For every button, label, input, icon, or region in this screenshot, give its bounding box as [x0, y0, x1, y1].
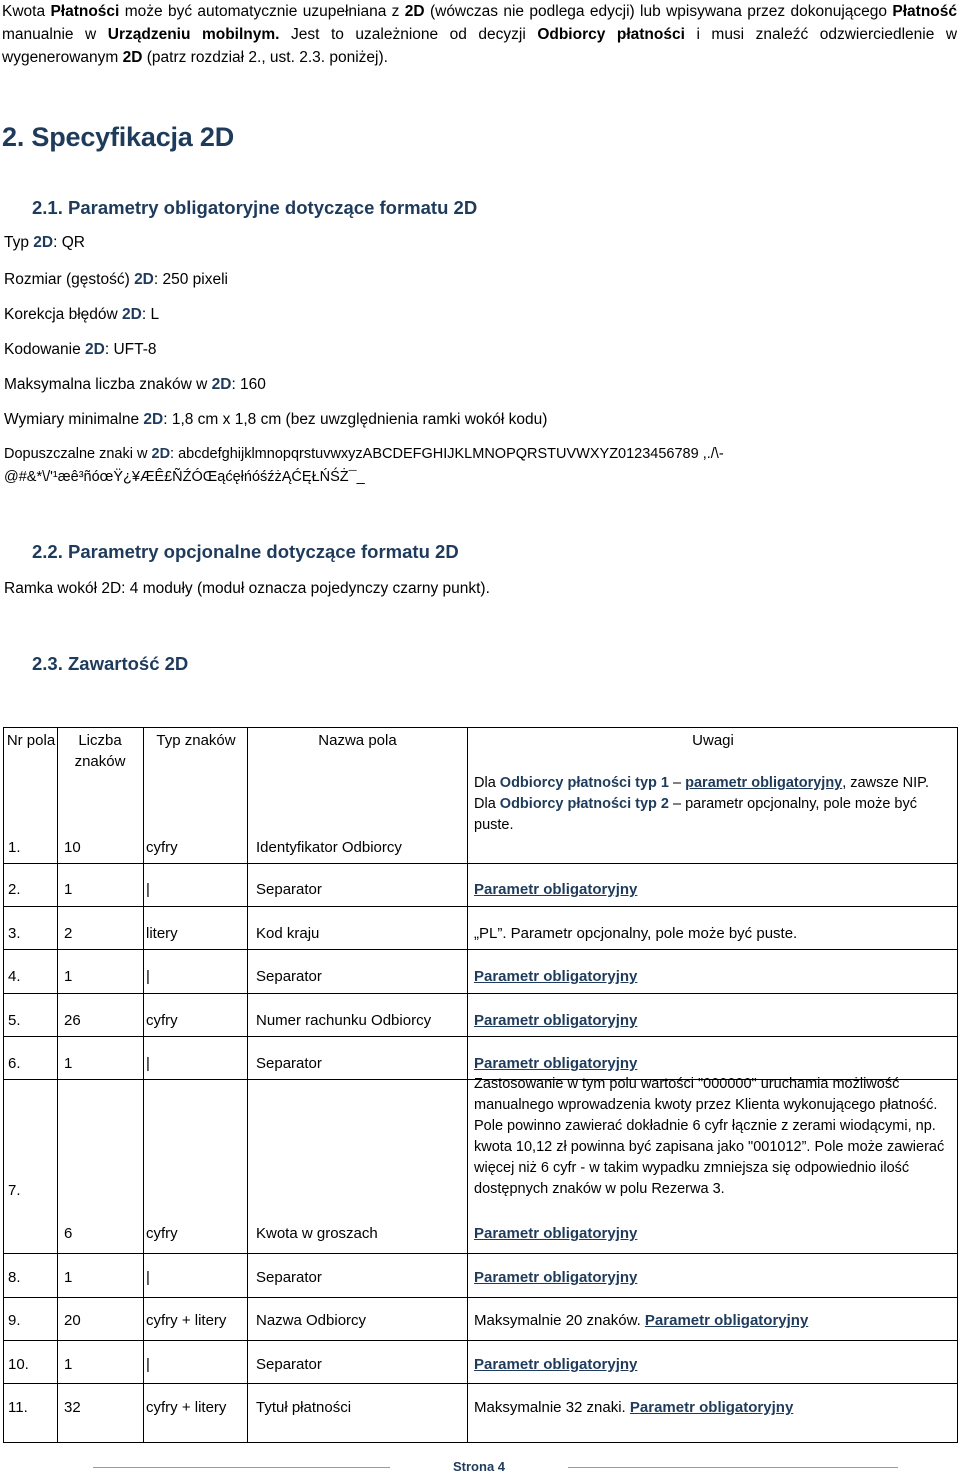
row4-typ: | [146, 968, 150, 985]
row9-liczba: 20 [64, 1312, 81, 1329]
row7-nr: 7. [8, 1182, 21, 1199]
allowed-chars-continued: @#&*\/'¹æê³ñóœŸ¿¥ÆÊ£ÑŹÓŒąćęłńóśźżĄĆĘŁŃŚŻ¯_ [4, 469, 365, 485]
row6-nazwa: Separator [256, 1055, 322, 1072]
param-line: Maksymalna liczba znaków w 2D: 160 [4, 376, 266, 393]
row8-nr: 8. [8, 1269, 21, 1286]
row4-nr: 4. [8, 968, 21, 985]
row2-typ: | [146, 881, 150, 898]
row3-liczba: 2 [64, 925, 73, 942]
row8-uwagi: Parametr obligatoryjny [474, 1269, 638, 1286]
row2-nr: 2. [8, 881, 21, 898]
param-line: Korekcja błędów 2D: L [4, 306, 160, 323]
row1-nr: 1. [8, 839, 21, 856]
row5-nazwa: Numer rachunku Odbiorcy [256, 1012, 432, 1029]
row10-nr: 10. [8, 1356, 29, 1373]
row7-uwagi-text: Zastosowanie w tym polu wartości "000000" uruchamia możliwość manualnego wprowadzenia kwoty przez Klienta wykonującego płatność. Pole powinno zawierać dokładnie 6 cyfr łącznie z zerami wiodącymi, np. kwota 10,12 zł powinna być zapisana jako "001012”. Pole może zawierać więcej niż 6 cyfr - w takim wypadku zmniejsza się odpowiednio ilość dostępnych znaków w polu Rezerwa 3. [474, 1076, 945, 1197]
row5-nr: 5. [8, 1012, 21, 1029]
subsection-2-1-title: 2.1. Parametry obligatoryjne dotyczące formatu 2D [32, 197, 478, 218]
row6-nr: 6. [8, 1055, 21, 1072]
header-typ: Typ znaków [156, 732, 236, 749]
header-liczba: Liczba znaków [74, 732, 126, 770]
row1-typ: cyfry [146, 839, 178, 856]
row9-nr: 9. [8, 1312, 21, 1329]
row10-liczba: 1 [64, 1356, 73, 1373]
row11-nazwa: Tytuł płatności [256, 1399, 352, 1416]
row3-typ: litery [146, 925, 178, 942]
row3-uwagi: „PL”. Parametr opcjonalny, pole może być puste. [474, 925, 798, 942]
param-line: Dopuszczalne znaki w 2D: abcdefghijklmnopqrstuvwxyzABCDEFGHIJKLMNOPQRSTUVWXYZ0123456789 ,./\- [4, 446, 724, 462]
row7-uwagi: Parametr obligatoryjny [474, 1225, 638, 1242]
header-nazwa: Nazwa pola [318, 732, 397, 749]
row9-typ: cyfry + litery [146, 1312, 227, 1329]
content-table [3, 727, 958, 1443]
row4-nazwa: Separator [256, 968, 322, 985]
row1-liczba: 10 [64, 839, 81, 856]
row11-liczba: 32 [64, 1399, 81, 1416]
row1-nazwa: Identyfikator Odbiorcy [256, 839, 402, 856]
row11-nr: 11. [8, 1399, 28, 1416]
row5-typ: cyfry [146, 1012, 178, 1029]
row9-nazwa: Nazwa Odbiorcy [256, 1312, 367, 1329]
row6-typ: | [146, 1055, 150, 1072]
header-nr: Nr pola [6, 732, 56, 749]
row4-uwagi: Parametr obligatoryjny [474, 968, 638, 985]
row5-uwagi: Parametr obligatoryjny [474, 1012, 638, 1029]
row9-uwagi: Maksymalnie 20 znaków. Parametr obligatoryjny [474, 1312, 809, 1329]
header-uwagi: Uwagi [692, 732, 734, 749]
row10-typ: | [146, 1356, 150, 1373]
row10-nazwa: Separator [256, 1356, 322, 1373]
row11-typ: cyfry + litery [146, 1399, 227, 1416]
frame-text: Ramka wokół 2D: 4 moduły (moduł oznacza pojedynczy czarny punkt). [4, 580, 490, 597]
row10-uwagi: Parametr obligatoryjny [474, 1356, 638, 1373]
row7-nazwa: Kwota w groszach [256, 1225, 378, 1242]
row6-liczba: 1 [64, 1055, 73, 1072]
row5-liczba: 26 [64, 1012, 81, 1029]
row6-uwagi: Parametr obligatoryjny [474, 1055, 638, 1072]
param-line: Typ 2D: QR [4, 234, 85, 251]
subsection-2-2-title: 2.2. Parametry opcjonalne dotyczące formatu 2D [32, 541, 459, 562]
section-heading: 2. Specyfikacja 2D [2, 122, 235, 152]
footer-rule-right [568, 1467, 898, 1468]
row7-liczba: 6 [64, 1225, 73, 1242]
param-line: Rozmiar (gęstość) 2D: 250 pixeli [4, 271, 228, 288]
subsection-2-3-title: 2.3. Zawartość 2D [32, 653, 189, 674]
row7-typ: cyfry [146, 1225, 178, 1242]
page-number: Strona 4 [453, 1459, 506, 1474]
row8-nazwa: Separator [256, 1269, 322, 1286]
row1-uwagi: Dla Odbiorcy płatności typ 1 – parametr obligatoryjny, zawsze NIP. Dla Odbiorcy płatności typ 2 – parametr opcjonalny, pole może być puste. [474, 775, 930, 833]
row11-uwagi: Maksymalnie 32 znaki. Parametr obligatoryjny [474, 1399, 794, 1416]
row3-nr: 3. [8, 925, 21, 942]
row4-liczba: 1 [64, 968, 73, 985]
row2-nazwa: Separator [256, 881, 322, 898]
row8-liczba: 1 [64, 1269, 73, 1286]
param-line: Kodowanie 2D: UFT-8 [4, 341, 157, 358]
param-line: Wymiary minimalne 2D: 1,8 cm x 1,8 cm (bez uwzględnienia ramki wokół kodu) [4, 411, 548, 428]
intro-paragraph: Kwota Płatności może być automatycznie uzupełniana z 2D (wówczas nie podlega edycji) lub wpisywana przez dokonującego Płatność manualnie w Urządzeniu mobilnym. Jest to uzależnione od decyzji Odbiorcy płatności i musi znaleźć odzwierciedlenie w wygenerowanym 2D (patrz rozdział 2., ust. 2.3. poniżej). [2, 3, 958, 66]
row2-uwagi: Parametr obligatoryjny [474, 881, 638, 898]
row2-liczba: 1 [64, 881, 73, 898]
row8-typ: | [146, 1269, 150, 1286]
footer-rule-left [93, 1467, 390, 1468]
row3-nazwa: Kod kraju [256, 925, 320, 942]
